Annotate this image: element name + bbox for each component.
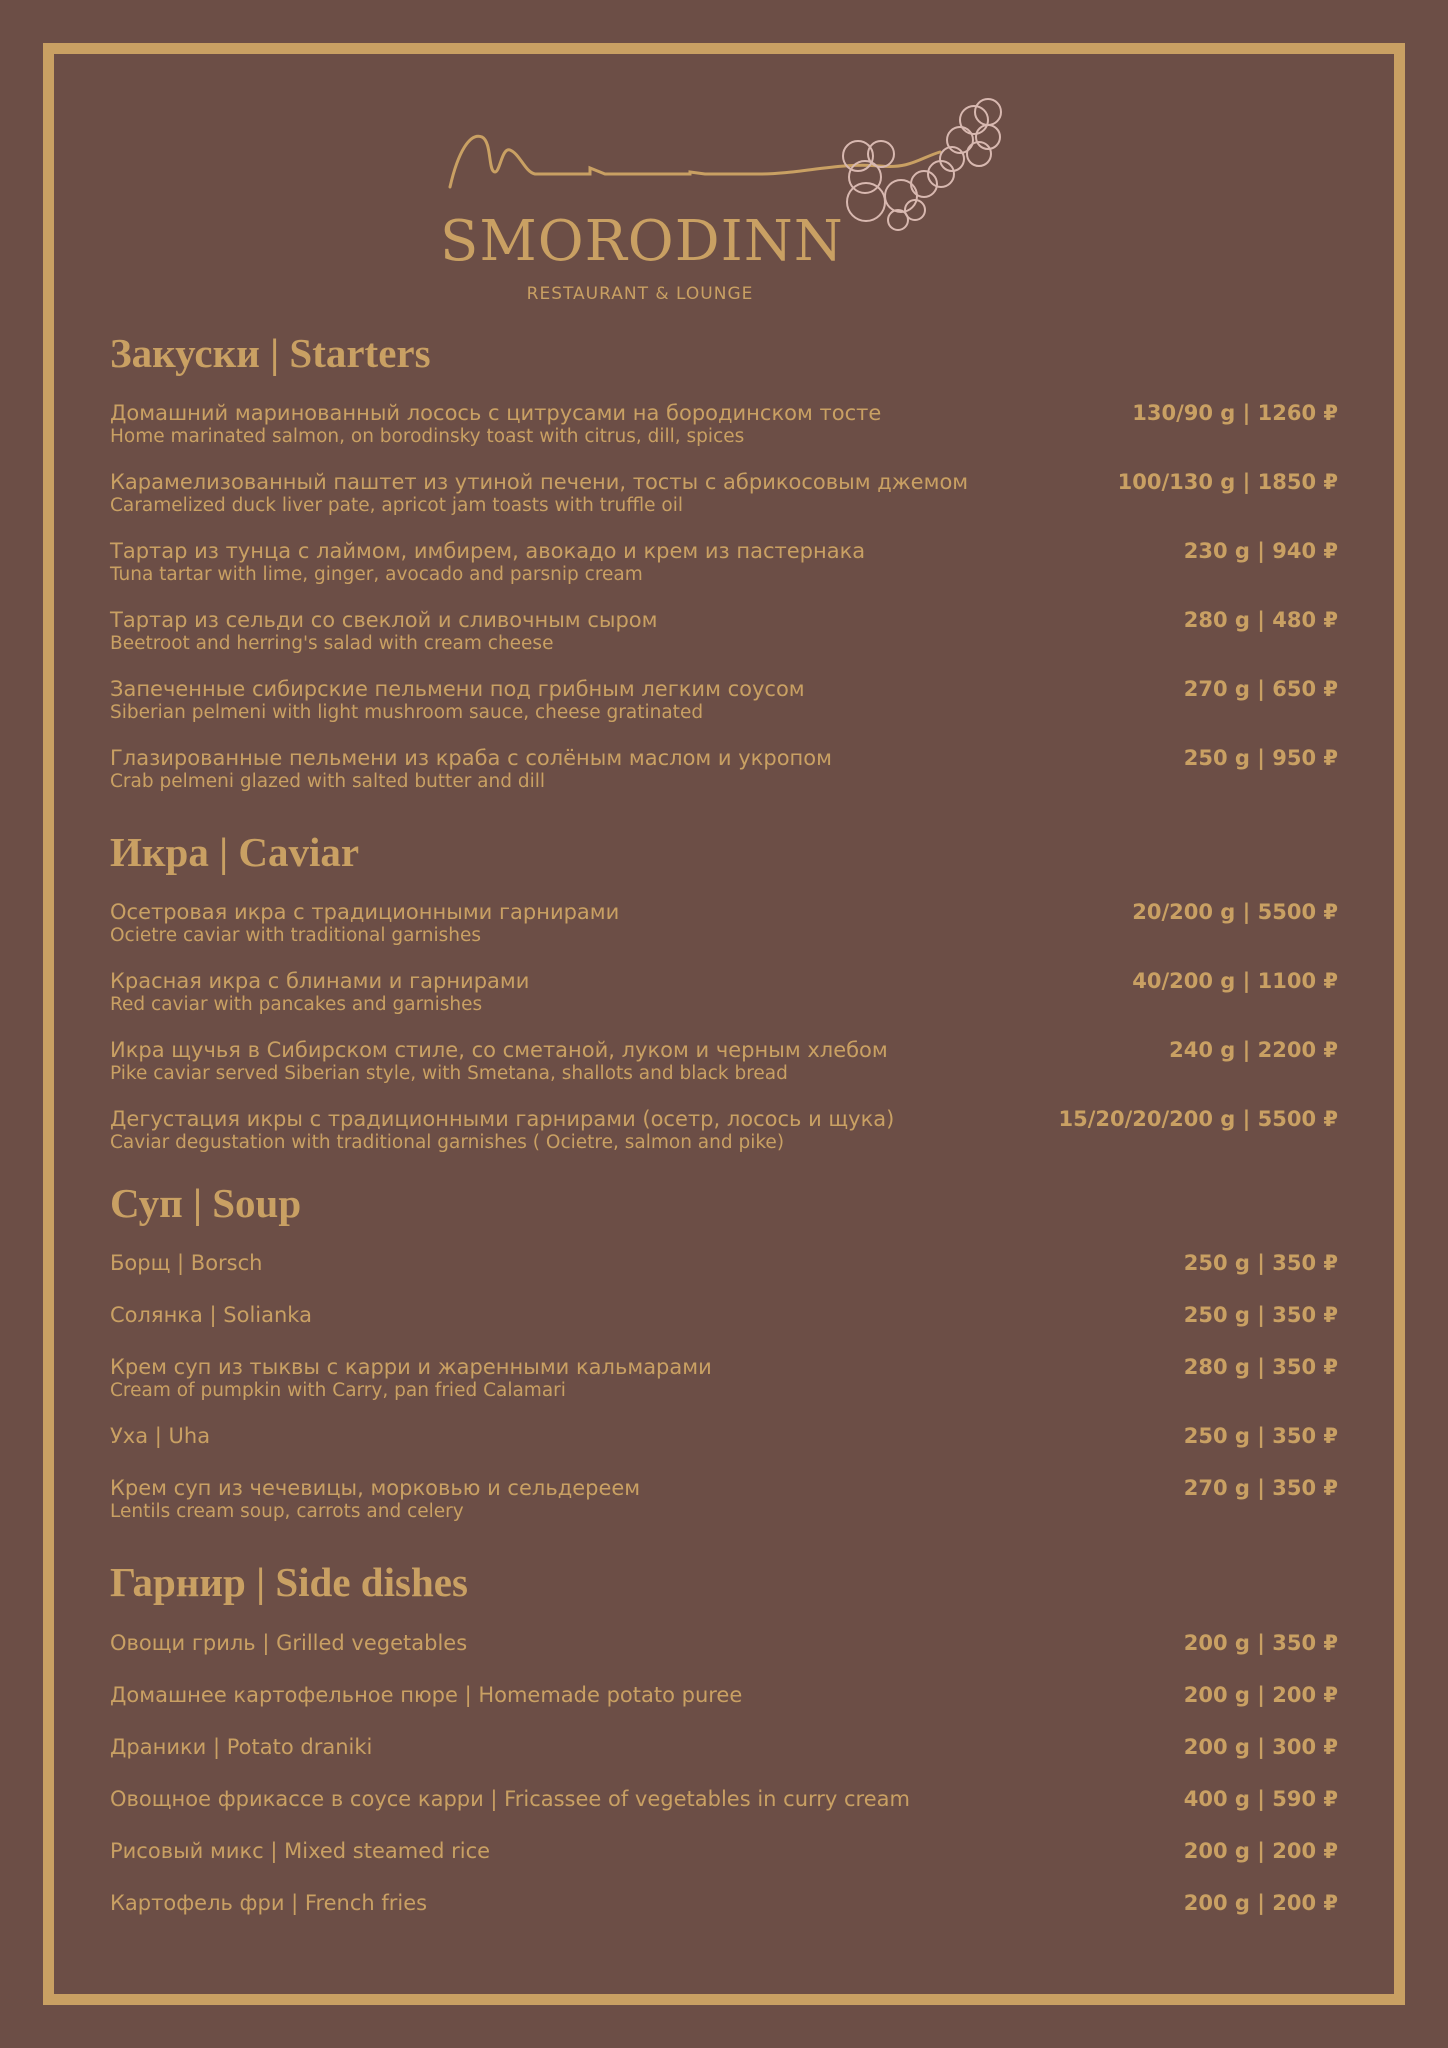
restaurant-name: SMORODINN	[440, 209, 844, 274]
menu-item	[110, 608, 1338, 655]
item-name: Борщ | Borsch	[110, 1251, 263, 1276]
item-name-en: Ocietre caviar with traditional garnishes	[110, 925, 482, 947]
item-price: 280 g | 480 ₽	[1183, 608, 1338, 633]
item-name-en: Red caviar with pancakes and garnishes	[110, 994, 483, 1016]
item-price: 200 g | 200 ₽	[1183, 1838, 1338, 1863]
item-price: 15/20/20/200 g | 5500 ₽	[1058, 1107, 1338, 1132]
item-name-en: Caramelized duck liver pate, apricot jam toasts with truffle oil	[110, 495, 684, 517]
menu-item	[110, 401, 1338, 448]
item-name-ru: Красная икра с блинами и гарнирами	[110, 969, 530, 994]
menu-item	[110, 1735, 1338, 1759]
section-starters	[110, 330, 1338, 793]
restaurant-subtitle: RESTAURANT & LOUNGE	[526, 284, 754, 304]
menu-content	[110, 330, 1338, 1943]
item-name-ru: Тартар из тунца с лаймом, имбирем, авокадо и крем из пастернака	[110, 539, 866, 564]
item-name-en: Pike caviar served Siberian style, with Smetana, shallots and black bread	[110, 1063, 788, 1085]
menu-item	[110, 1038, 1338, 1085]
menu-item	[110, 746, 1338, 793]
item-price: 280 g | 350 ₽	[1183, 1355, 1338, 1380]
item-price: 40/200 g | 1100 ₽	[1132, 969, 1338, 994]
section-side-dishes	[110, 1559, 1338, 1914]
menu-item	[110, 539, 1338, 586]
item-name-ru: Икра щучья в Сибирском стиле, со сметаной, луком и черным хлебом	[110, 1038, 888, 1063]
item-name: Драники | Potato draniki	[110, 1734, 373, 1759]
item-price: 270 g | 650 ₽	[1183, 677, 1338, 702]
item-name: Солянка | Solianka	[110, 1303, 312, 1328]
item-price: 250 g | 350 ₽	[1183, 1251, 1338, 1276]
menu-item	[110, 1683, 1338, 1707]
item-price: 230 g | 940 ₽	[1183, 539, 1338, 564]
item-name-ru: Осетровая икра с традиционными гарнирами	[110, 900, 620, 925]
section-title-caviar: Икра | Caviar	[110, 829, 360, 876]
item-price: 200 g | 200 ₽	[1183, 1682, 1338, 1707]
item-price: 200 g | 300 ₽	[1183, 1734, 1338, 1759]
menu-item	[110, 1355, 1338, 1402]
restaurant-logo	[440, 92, 1020, 307]
item-name: Картофель фри | French fries	[110, 1890, 428, 1915]
menu-item	[110, 1787, 1338, 1811]
menu-item	[110, 1303, 1338, 1327]
menu-item	[110, 677, 1338, 724]
section-soup	[110, 1180, 1338, 1523]
item-name: Рисовый микс | Mixed steamed rice	[110, 1838, 491, 1863]
section-title-starters: Закуски | Starters	[110, 330, 431, 376]
menu-item	[110, 969, 1338, 1016]
item-price: 240 g | 2200 ₽	[1169, 1038, 1338, 1063]
item-price: 250 g | 350 ₽	[1183, 1424, 1338, 1449]
item-name-ru: Запеченные сибирские пельмени под грибным легким соусом	[110, 677, 805, 702]
item-name: Овощное фрикассе в соусе карри | Fricassee of vegetables in curry cream	[110, 1786, 910, 1811]
menu-item	[110, 900, 1338, 947]
currant-branch-icon	[440, 92, 1020, 307]
menu-item	[110, 1476, 1338, 1523]
menu-item	[110, 1107, 1338, 1154]
item-name-ru: Крем суп из тыквы с карри и жаренными кальмарами	[110, 1355, 712, 1380]
item-name-en: Beetroot and herring's salad with cream cheese	[110, 633, 554, 655]
item-name-ru: Крем суп из чечевицы, морковью и сельдереем	[110, 1476, 641, 1501]
section-title-side-dishes: Гарнир | Side dishes	[110, 1559, 468, 1606]
item-name-en: Cream of pumpkin with Carry, pan fried Calamari	[110, 1380, 566, 1402]
item-name-ru: Глазированные пельмени из краба с солёным маслом и укропом	[110, 746, 832, 771]
item-name-en: Tuna tartar with lime, ginger, avocado and parsnip cream	[110, 564, 643, 586]
menu-item	[110, 470, 1338, 517]
menu-item	[110, 1251, 1338, 1275]
item-name: Овощи гриль | Grilled vegetables	[110, 1630, 468, 1655]
item-name-en: Caviar degustation with traditional garnishes ( Ocietre, salmon and pike)	[110, 1132, 785, 1154]
item-price: 130/90 g | 1260 ₽	[1132, 401, 1338, 426]
item-name-ru: Домашний маринованный лосось с цитрусами на бородинском тосте	[110, 401, 882, 426]
item-name-en: Lentils cream soup, carrots and celery	[110, 1501, 464, 1523]
item-name-ru: Тартар из сельди со свеклой и сливочным сыром	[110, 608, 658, 633]
item-price: 250 g | 350 ₽	[1183, 1303, 1338, 1328]
item-price: 200 g | 350 ₽	[1183, 1630, 1338, 1655]
item-name-ru: Дегустация икры с традиционными гарнирами (осетр, лосось и щука)	[110, 1107, 895, 1132]
item-price: 20/200 g | 5500 ₽	[1132, 900, 1338, 925]
menu-item	[110, 1839, 1338, 1863]
section-title-soup: Суп | Soup	[110, 1180, 302, 1227]
item-name-en: Siberian pelmeni with light mushroom sauce, cheese gratinated	[110, 702, 704, 724]
item-price: 250 g | 950 ₽	[1183, 746, 1338, 771]
menu-item	[110, 1631, 1338, 1655]
item-name: Уха | Uha	[110, 1424, 211, 1449]
menu-item	[110, 1424, 1338, 1448]
item-name-ru: Карамелизованный паштет из утиной печени, тосты с абрикосовым джемом	[110, 470, 969, 495]
item-price: 200 g | 200 ₽	[1183, 1890, 1338, 1915]
item-price: 100/130 g | 1850 ₽	[1117, 470, 1338, 495]
item-price: 400 g | 590 ₽	[1183, 1786, 1338, 1811]
section-caviar	[110, 829, 1338, 1154]
item-name-en: Crab pelmeni glazed with salted butter and dill	[110, 771, 546, 793]
item-name: Домашнее картофельное пюре | Homemade potato puree	[110, 1682, 743, 1707]
item-name-en: Home marinated salmon, on borodinsky toast with citrus, dill, spices	[110, 426, 745, 448]
item-price: 270 g | 350 ₽	[1183, 1476, 1338, 1501]
menu-item	[110, 1891, 1338, 1915]
